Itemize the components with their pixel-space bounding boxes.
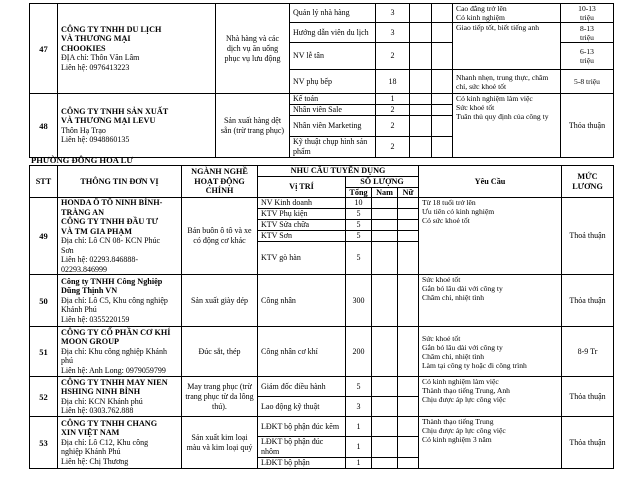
female-cell: [432, 94, 453, 105]
header-stt: STT: [30, 166, 58, 198]
requirement-line: Chăm chỉ, nhiệt tình: [422, 351, 485, 361]
company-info: [58, 275, 182, 327]
company-name: Công ty TNHH Công Nghiệp: [61, 276, 163, 286]
position-cell: Công nhân cơ khí: [258, 327, 346, 377]
salary-cell: 5-8 triệu: [561, 70, 614, 94]
male-cell: [372, 327, 398, 377]
salary-cell: Thỏa thuận: [561, 94, 614, 158]
requirement-line: Có kinh nghiệm làm việc: [422, 377, 499, 386]
requirement-line: Gắn bó lâu dài với công ty: [422, 342, 503, 352]
company-detail: nghiệp Khánh Phú: [61, 447, 121, 457]
company-info: [58, 4, 216, 94]
requirement-line: Sức khoẻ tốt: [422, 275, 461, 284]
industry-cell: Bán buôn ô tô và xe có động cơ khác: [182, 198, 258, 275]
female-cell: [398, 397, 419, 417]
company-info: [58, 377, 182, 417]
requirement-line: Gắn bó lâu dài với công ty: [422, 284, 503, 293]
company-detail: Địa chỉ: Lô C5, Khu công nghiệp: [61, 295, 168, 305]
requirement-line: Chăm chỉ, nhiệt tình: [422, 293, 485, 302]
industry-cell: Sản xuất hàng dệt sẵn (trừ trang phục): [216, 94, 290, 158]
industry-cell: Sản xuất kim loại màu và kim loại quý: [182, 417, 258, 469]
salary-cell: Thỏa thuận: [562, 377, 614, 417]
industry-cell: Đúc sắt, thép: [182, 327, 258, 377]
header-total: Tổng: [346, 187, 372, 198]
male-cell: [372, 458, 398, 469]
salary-line: triệu: [580, 32, 594, 42]
total-cell: 300: [346, 275, 372, 327]
male-cell: [372, 231, 398, 242]
requirement-line: Từ 18 tuổi trở lên: [422, 198, 476, 207]
requirement-line: Có kinh nghiệm làm việc: [456, 94, 533, 103]
company-detail: Địa chỉ: Lô C12, Khu công: [61, 437, 149, 447]
job-table-top: [29, 3, 614, 158]
total-cell: 5: [346, 231, 372, 242]
company-name: CÔNG TY TNHH ĐẦU TƯ: [61, 217, 159, 226]
requirement-cell: [453, 4, 561, 23]
position-cell: Lao động kỹ thuật: [258, 397, 346, 417]
position-cell: LĐKT bộ phận: [258, 458, 346, 469]
total-cell: 200: [346, 327, 372, 377]
company-detail: Liên hệ: 0303.762.888: [61, 406, 134, 415]
position-cell: Nhân viên Marketing: [290, 116, 376, 137]
position-cell: KTV gò hàn: [258, 242, 346, 275]
company-detail: Khánh Phú: [61, 305, 97, 315]
requirement-cell: Nhanh nhẹn, trung thực, chăm chỉ, sức khoẻ tốt: [453, 70, 561, 94]
requirement-line: Chịu được áp lực công việc: [422, 395, 506, 404]
male-cell: [372, 220, 398, 231]
requirement-cell: [419, 417, 562, 469]
total-cell: 10: [346, 198, 372, 209]
header-position: Vị TRÍ: [258, 177, 346, 198]
stt-cell: 49: [30, 198, 58, 275]
female-cell: [432, 137, 453, 158]
female-cell: [432, 43, 453, 70]
salary-cell: Thoả thuận: [562, 198, 614, 275]
salary-line: 6-13: [580, 47, 594, 56]
total-cell: 1: [376, 94, 410, 105]
male-cell: [372, 397, 398, 417]
position-cell: LĐKT bộ phận đúc nhôm: [258, 437, 346, 458]
female-cell: [398, 242, 419, 275]
header-demand: NHU CẦU TUYỂN DỤNG: [258, 166, 419, 177]
requirement-line: Tuân thủ quy định của công ty: [456, 112, 549, 121]
company-name: CÔNG TY TNHH DU LỊCH: [61, 24, 162, 34]
company-name: CÔNG TY TNHH CHANG: [61, 418, 158, 428]
total-cell: 3: [376, 23, 410, 43]
female-cell: [398, 377, 419, 397]
male-cell: [410, 23, 432, 43]
requirement-cell: [419, 377, 562, 417]
position-cell: KTV Phụ kiện: [258, 209, 346, 220]
requirement-line: Làm tại công ty hoặc đi công trình: [422, 360, 527, 370]
requirement-line: Sức khoẻ tốt: [456, 103, 495, 112]
female-cell: [432, 116, 453, 137]
male-cell: [410, 4, 432, 23]
female-cell: [432, 4, 453, 23]
industry-cell: Nhà hàng và các dịch vụ ăn uống phục vụ lưu động: [216, 4, 290, 94]
company-info: [58, 327, 182, 377]
female-cell: [398, 327, 419, 377]
total-cell: 5: [346, 209, 372, 220]
total-cell: 2: [376, 105, 410, 116]
total-cell: 5: [346, 377, 372, 397]
position-cell: Quản lý nhà hàng: [290, 4, 376, 23]
company-detail: Liên hệ: Anh Long: 0979059799: [61, 365, 166, 375]
company-info: [58, 94, 216, 158]
company-detail: Liên hệ: 0355220159: [61, 314, 130, 324]
male-cell: [410, 43, 432, 70]
company-detail: Địa chỉ: Khu công nghiệp Khánh: [61, 346, 167, 356]
stt-cell: 53: [30, 417, 58, 469]
male-cell: [372, 437, 398, 458]
position-cell: Nhân viên Sale: [290, 105, 376, 116]
requirement-line: Có sức khoẻ tốt: [422, 216, 470, 225]
company-name: CÔNG TY TNHH MAY NIEN: [61, 377, 168, 387]
female-cell: [398, 209, 419, 220]
female-cell: [398, 437, 419, 458]
stt-cell: 48: [30, 94, 58, 158]
company-name: VÀ THƯƠNG MẠI LEVU: [61, 116, 156, 125]
company-detail: Sơn: [61, 245, 74, 255]
company-detail: Liên hệ: 02293.846888-: [61, 255, 139, 264]
salary-line: triệu: [580, 56, 594, 65]
male-cell: [372, 198, 398, 209]
female-cell: [432, 23, 453, 43]
total-cell: 2: [376, 137, 410, 158]
company-name: Dũng Thịnh VN: [61, 286, 118, 296]
job-table-main: [29, 165, 614, 469]
total-cell: 3: [346, 397, 372, 417]
salary-line: 10-13: [578, 4, 596, 13]
header-industry: NGÀNH NGHỀ HOẠT ĐỘNG CHÍNH: [182, 166, 258, 198]
position-cell: Kỹ thuật chụp hình sản phẩm: [290, 137, 376, 158]
company-name: MOON GROUP: [61, 337, 119, 347]
female-cell: [398, 275, 419, 327]
female-cell: [398, 417, 419, 437]
total-cell: 3: [376, 4, 410, 23]
company-name: XIN VIỆT NAM: [61, 428, 120, 438]
total-cell: 1: [346, 417, 372, 437]
company-name: VÀ TM GIA PHẠM: [61, 226, 133, 236]
requirement-cell: [419, 327, 562, 377]
industry-cell: Sản xuất giày dép: [182, 275, 258, 327]
header-female: Nữ: [398, 187, 419, 198]
total-cell: 5: [346, 242, 372, 275]
female-cell: [398, 231, 419, 242]
female-cell: [432, 105, 453, 116]
salary-cell: [561, 23, 614, 43]
position-cell: NV lễ tân: [290, 43, 376, 70]
company-detail: 02293.846999: [61, 264, 107, 274]
male-cell: [410, 137, 432, 158]
salary-cell: [561, 4, 614, 23]
position-cell: Kế toán: [290, 94, 376, 105]
company-name: HSHING NINH BÌNH: [61, 387, 141, 396]
position-cell: Công nhân: [258, 275, 346, 327]
requirement-line: Thành thạo tiếng Trung: [422, 417, 494, 426]
salary-line: triệu: [580, 13, 594, 22]
company-name: TRÀNG AN: [61, 207, 104, 217]
salary-line: 8-13: [580, 23, 594, 33]
salary-cell: Thỏa thuận: [562, 275, 614, 327]
male-cell: [372, 377, 398, 397]
requirement-line: Có kinh nghiệm: [456, 13, 505, 22]
requirement-cell: [419, 198, 562, 275]
company-detail: Liên hệ: Chị Thương: [61, 456, 129, 466]
requirement-line: Có kinh nghiệm 3 năm: [422, 435, 492, 444]
company-address: ĐỊA chỉ: Thôn Văn Lâm: [61, 53, 140, 63]
company-info: [58, 198, 182, 275]
company-name: VÀ THƯƠNG MẠI: [61, 34, 131, 44]
salary-cell: [561, 43, 614, 70]
female-cell: [398, 198, 419, 209]
salary-cell: 8-9 Tr: [562, 327, 614, 377]
total-cell: 2: [376, 116, 410, 137]
stt-cell: 51: [30, 327, 58, 377]
position-cell: KTV Sửa chữa: [258, 220, 346, 231]
requirement-cell: Giao tiếp tốt, biết tiếng anh: [453, 23, 561, 70]
salary-cell: Thỏa thuận: [562, 417, 614, 469]
company-address: Thôn Hạ Trạo: [61, 125, 106, 135]
total-cell: 18: [376, 70, 410, 94]
requirement-cell: [419, 275, 562, 327]
company-detail: Địa chỉ: KCN Khánh phú: [61, 396, 143, 406]
total-cell: 5: [346, 220, 372, 231]
requirement-line: Ưu tiên có kinh nghiệm: [422, 207, 495, 216]
male-cell: [372, 417, 398, 437]
header-male: Nam: [372, 187, 398, 198]
company-phone: Liên hệ: 0948860135: [61, 135, 130, 144]
company-name: HONDA Ô TÔ NINH BÌNH-: [61, 198, 163, 207]
female-cell: [398, 458, 419, 469]
position-cell: Hướng dẫn viên du lịch: [290, 23, 376, 43]
header-quantity: SỐ LƯỢNG: [346, 177, 419, 188]
requirement-line: Chịu được áp lực công việc: [422, 426, 506, 435]
position-cell: Giám đốc điều hành: [258, 377, 346, 397]
position-cell: NV Kinh doanh: [258, 198, 346, 209]
position-cell: NV phụ bếp: [290, 70, 376, 94]
section-title: PHƯỜNG ĐÔNG HOA LƯ: [31, 155, 134, 165]
stt-cell: 52: [30, 377, 58, 417]
stt-cell: 50: [30, 275, 58, 327]
male-cell: [372, 275, 398, 327]
company-detail: Địa chỉ: Lô CN 08- KCN Phúc: [61, 236, 161, 245]
stt-cell: 47: [30, 4, 58, 94]
male-cell: [410, 94, 432, 105]
company-phone: Liên hệ: 0976413223: [61, 62, 130, 72]
total-cell: 1: [346, 458, 372, 469]
position-cell: KTV Sơn: [258, 231, 346, 242]
industry-cell: May trang phục (trừ trang phục từ da lông thú).: [182, 377, 258, 417]
male-cell: [410, 116, 432, 137]
male-cell: [372, 242, 398, 275]
header-salary: MỨC LƯƠNG: [562, 166, 614, 198]
company-name: CHOOKIES: [61, 43, 106, 53]
total-cell: 1: [346, 437, 372, 458]
position-cell: LĐKT bộ phận đúc kẽm: [258, 417, 346, 437]
company-name: CÔNG TY TNHH SẢN XUẤT: [61, 106, 169, 116]
requirement-line: Thành thạo tiếng Trung, Anh: [422, 386, 510, 395]
header-company: THÔNG TIN ĐƠN VỊ: [58, 166, 182, 198]
female-cell: [432, 70, 453, 94]
company-info: [58, 417, 182, 469]
requirement-cell: [453, 94, 561, 158]
header-requirement: Yêu Cầu: [419, 166, 562, 198]
requirement-line: Cao đẳng trở lên: [456, 4, 507, 13]
male-cell: [372, 209, 398, 220]
male-cell: [410, 70, 432, 94]
female-cell: [398, 220, 419, 231]
company-name: CÔNG TY CỔ PHẦN CƠ KHÍ: [61, 327, 171, 337]
company-detail: phú: [61, 356, 73, 366]
total-cell: 2: [376, 43, 410, 70]
requirement-line: Sức khoẻ tốt: [422, 333, 461, 343]
male-cell: [410, 105, 432, 116]
